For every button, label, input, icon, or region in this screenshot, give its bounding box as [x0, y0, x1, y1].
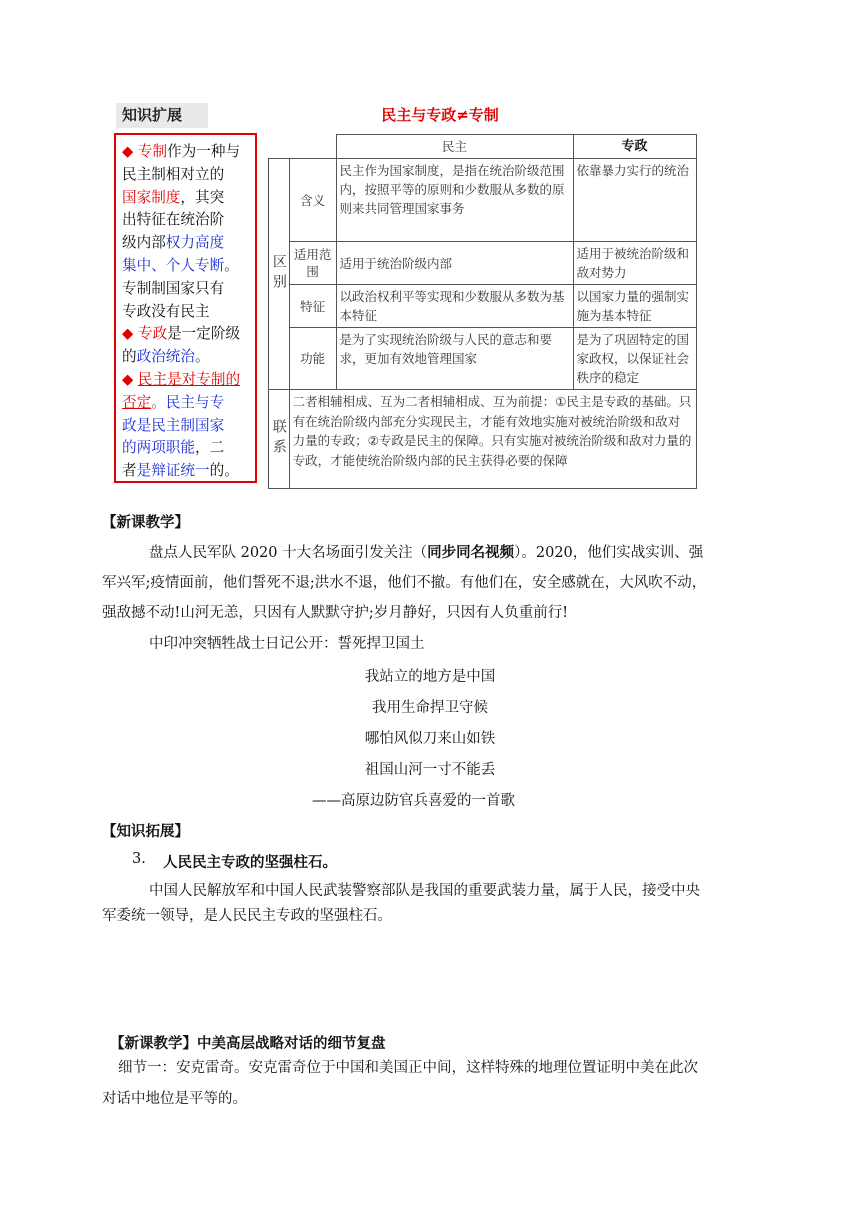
- item-title: 人民民主专政的坚强柱石。: [163, 854, 337, 871]
- row-label: 含义: [289, 159, 336, 242]
- table-cell: 以政治权利平等实现和少数服从多数为基本特征: [336, 285, 573, 328]
- sidebox-text: 级内部: [122, 234, 166, 252]
- paragraph-text: 盘点人民军队 2020 十大名场面引发关注（: [149, 545, 428, 561]
- poem-line: 我用生命捍卫守候: [372, 700, 488, 716]
- row-group-label: 区别: [269, 159, 290, 390]
- paragraph-line: 军委统一领导，是人民民主专政的坚强柱石。: [102, 908, 392, 924]
- paragraph-line: 军兴军;疫情面前，他们誓死不退;洪水不退，他们不撤。有他们在，安全感就在，大风吹不动，: [102, 575, 707, 591]
- poem-source: ——高原边防官兵喜爱的一首歌: [312, 793, 515, 809]
- sidebox-text: ，其突: [180, 188, 225, 206]
- sidebox-text: 作为一种与: [167, 143, 241, 160]
- sidebox-text: 。: [224, 256, 239, 274]
- figure-tab-label: 知识扩展: [116, 103, 208, 128]
- sidebox-text: 政是民主制国家: [122, 416, 225, 434]
- paragraph-line: 强敌撼不动!山河无恙，只因有人默默守护;岁月静好，只因有人负重前行!: [102, 605, 569, 621]
- sidebox-text: 的两项职能: [122, 439, 195, 457]
- table-cell: 是为了实现统治阶级与人民的意志和要求，更加有效地管理国家: [336, 328, 573, 390]
- table-cell: 民主作为国家制度，是指在统治阶级范围内，按照平等的原则和少数服从多数的原则来共同管理国家事务: [336, 159, 573, 242]
- table-cell: 二者相辅相成、互为二者相辅相成、互为前提：①民主是专政的基础。只有在统治阶级内部充分实现民主，才能有效地实施对被统治阶级和敌对力量的专政；②专政是民主的保障。只有实施对被统治阶级和敌对力量的专政，才能使统治阶级内部的民主获得必要的保障: [289, 390, 696, 489]
- paragraph-line: 细节一：安克雷奇。安克雷奇位于中国和美国正中间，这样特殊的地理位置证明中美在此次: [118, 1060, 698, 1076]
- sidebox-text: 国家制度: [122, 188, 181, 206]
- paragraph-line: 中印冲突牺牲战士日记公开：誓死捍卫国土: [149, 636, 425, 652]
- sidebox-text: ，二: [194, 439, 225, 457]
- sidebox-text: 专政: [137, 325, 168, 343]
- table-cell: 适用于被统治阶级和敌对势力: [573, 242, 696, 285]
- figure-sidebox: ◆ 专制作为一种与 民主制相对立的 国家制度，其突 出特征在统治阶 级内部权力高度 集中、个人专断。 专制制国家只有 专政没有民主 ◆ 专政是一定阶级 的政治统治。 ◆ 民主是对专制的 否定。民主与专 政是民主制国家 的两项职能，二 者是辩证统一的。: [114, 133, 257, 483]
- sidebox-text: 。: [195, 348, 210, 366]
- sidebox-text: 专制: [137, 143, 168, 160]
- row-group-label: 联系: [269, 390, 290, 489]
- sidebox-text: 民主是对专制的: [137, 370, 241, 388]
- table-row: [269, 242, 697, 285]
- sidebox-text: 是一定阶级: [167, 325, 241, 343]
- poem-line: 我站立的地方是中国: [364, 669, 496, 685]
- sidebox-text: 是辩证统一: [136, 462, 210, 480]
- sidebox-text: 者: [122, 462, 137, 480]
- table-row: [269, 285, 697, 328]
- paragraph-bold-text: 同步同名视频: [427, 544, 515, 561]
- paragraph-line: 对话中地位是平等的。: [102, 1091, 247, 1107]
- sidebox-text: 。: [151, 393, 166, 411]
- sidebox-text: 否定: [122, 393, 152, 411]
- paragraph-line: [149, 538, 703, 568]
- sidebox-text: 出特征在统治阶: [122, 211, 225, 229]
- section-heading: 【新课教学】中美高层战略对话的细节复盘: [110, 1035, 386, 1052]
- figure-title: 民主与专政≠专制: [381, 106, 499, 124]
- section-heading: 【知识拓展】: [102, 823, 189, 840]
- table-row: [269, 390, 697, 489]
- row-label: 适用范围: [289, 242, 336, 285]
- table-row: [269, 159, 697, 242]
- row-label: 功能: [289, 328, 336, 390]
- table-row: [269, 328, 697, 390]
- column-header-democracy: 民主: [336, 135, 573, 159]
- sidebox-text: 政治统治: [136, 348, 195, 366]
- sidebox-text: 专政没有民主: [122, 302, 210, 320]
- section-heading: 【新课教学】: [102, 514, 189, 531]
- table-cell: 是为了巩固特定的国家政权，以保证社会秩序的稳定: [573, 328, 696, 390]
- sidebox-text: 的。: [209, 462, 239, 480]
- table-row: [269, 135, 697, 159]
- table-cell: 以国家力量的强制实施为基本特征: [573, 285, 696, 328]
- sidebox-text: 民主制相对立的: [122, 165, 225, 183]
- poem-line: 哪怕风似刀来山如铁: [364, 731, 496, 747]
- sidebox-text: 民主与专: [165, 393, 225, 411]
- table-cell: 适用于统治阶级内部: [336, 242, 573, 285]
- comparison-table: [268, 134, 697, 489]
- paragraph-line: 中国人民解放军和中国人民武装警察部队是我国的重要武装力量，属于人民，接受中央: [149, 883, 700, 899]
- sidebox-text: 专制制国家只有: [122, 279, 225, 297]
- sidebox-text: 集中、个人专断: [122, 256, 225, 274]
- paragraph-text: ）。2020，他们实战实训、强: [514, 545, 704, 561]
- column-header-dictatorship: 专政: [573, 135, 696, 159]
- item-number: 3.: [132, 851, 146, 867]
- sidebox-text: 权力高度: [165, 234, 225, 252]
- table-cell: 依靠暴力实行的统治: [573, 159, 696, 242]
- row-label: 特征: [289, 285, 336, 328]
- poem-line: 祖国山河一寸不能丢: [364, 762, 496, 778]
- sidebox-text: 的: [122, 348, 137, 366]
